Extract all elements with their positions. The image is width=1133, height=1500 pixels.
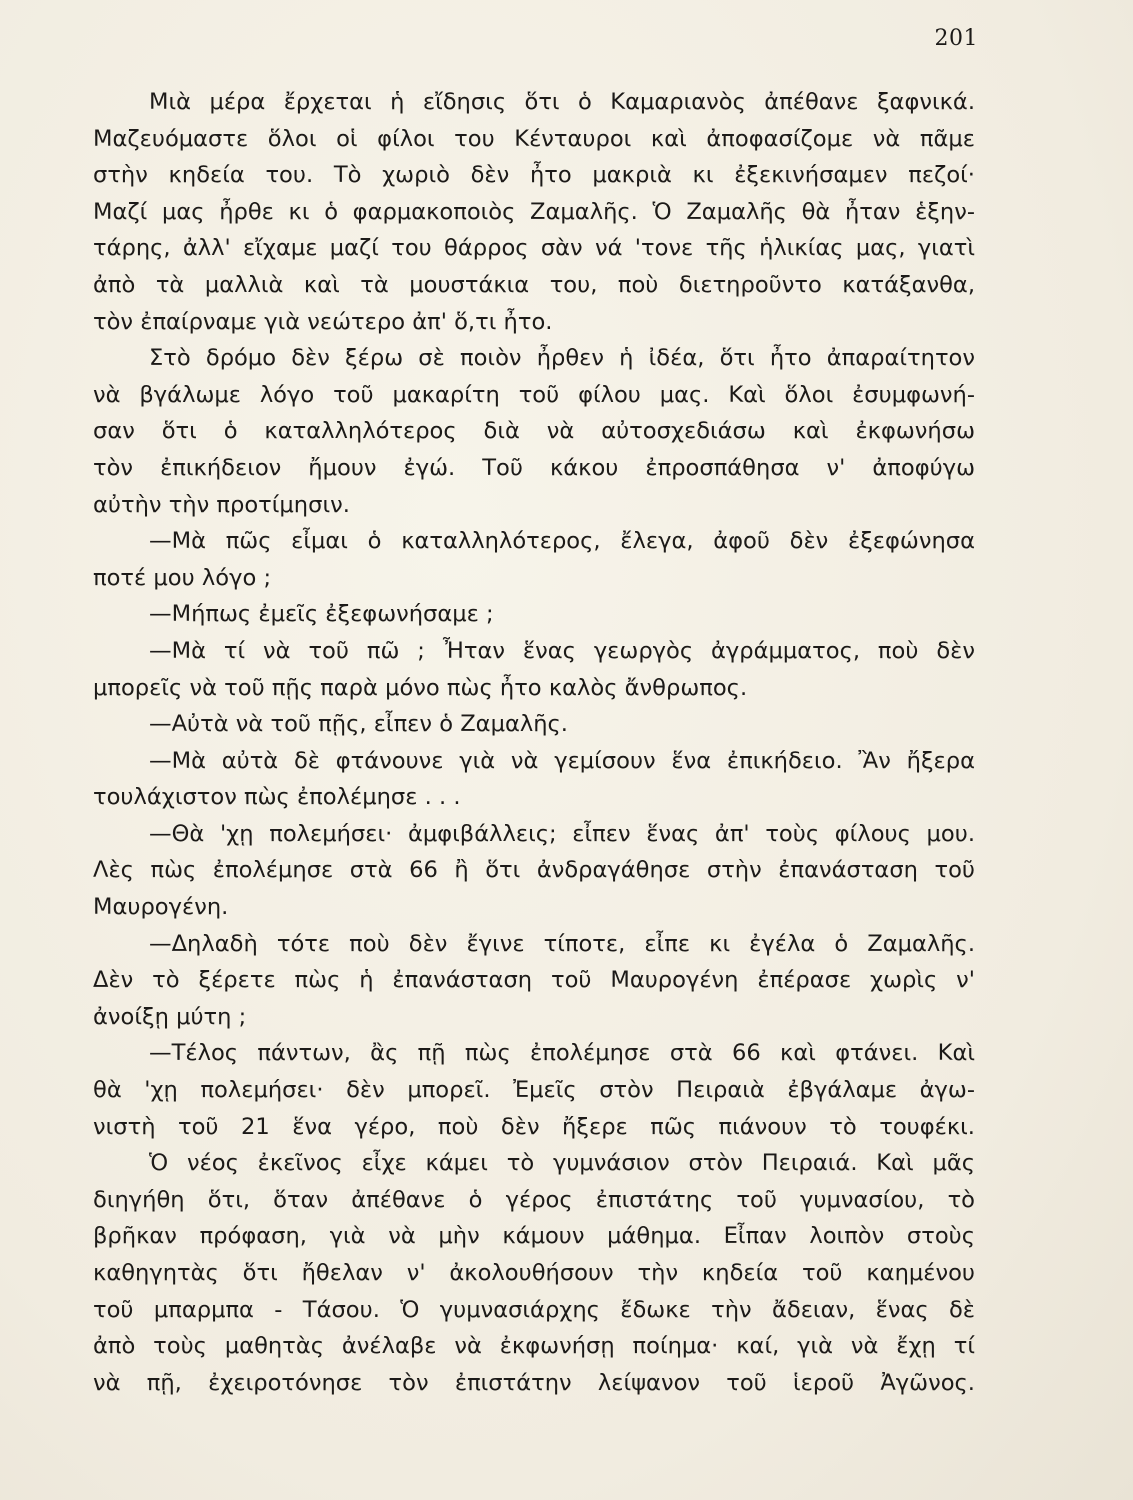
text-line: τοῦ μπαρμπα - Τάσου. Ὁ γυμνασιάρχης ἔδωκε τὴν ἄδειαν, ἕνας δὲ	[93, 1296, 975, 1323]
text-line: νὰ βγάλωμε λόγο τοῦ μακαρίτη τοῦ φίλου μας. Καὶ ὅλοι ἐσυμφωνή-	[93, 381, 975, 408]
text-line: —Αὐτὰ νὰ τοῦ πῇς, εἶπεν ὁ Ζαμαλῆς.	[149, 711, 568, 738]
text-line: Μαυρογένη.	[93, 894, 229, 921]
text-line: καθηγητὰς ὅτι ἤθελαν ν' ἀκολουθήσουν τὴν κηδεία τοῦ καημένου	[93, 1260, 975, 1286]
text-line: διηγήθη ὅτι, ὅταν ἀπέθανε ὁ γέρος ἐπιστάτης τοῦ γυμνασίου, τὸ	[93, 1186, 975, 1213]
text-line: βρῆκαν πρόφαση, γιὰ νὰ μὴν κάμουν μάθημα. Εἶπαν λοιπὸν στοὺς	[93, 1223, 975, 1250]
text-line: Μαζί μας ἦρθε κι ὁ φαρμακοποιὸς Ζαμαλῆς. Ὁ Ζαμαλῆς θὰ ἦταν ἑξην-	[93, 198, 975, 225]
text-line: —Δηλαδὴ τότε ποὺ δὲν ἔγινε τίποτε, εἶπε κι ἐγέλα ὁ Ζαμαλῆς.	[149, 930, 975, 957]
text-line: τάρης, ἀλλ' εἴχαμε μαζί του θάρρος σὰν νά 'τονε τῆς ἡλικίας μας, γιατὶ	[93, 235, 975, 262]
text-line: νὰ πῇ, ἐχειροτόνησε τὸν ἐπιστάτην λείψανον τοῦ ἱεροῦ Ἀγῶνος.	[93, 1369, 975, 1396]
text-line: τὸν ἐπικήδειον ἤμουν ἐγώ. Τοῦ κάκου ἐπροσπάθησα ν' ἀποφύγω	[93, 454, 975, 481]
text-line: —Τέλος πάντων, ἂς πῇ πὼς ἐπολέμησε στὰ 66 καὶ φτάνει. Καὶ	[149, 1040, 975, 1067]
text-line: —Μήπως ἐμεῖς ἐξεφωνήσαμε ;	[149, 601, 494, 628]
page-number: 201	[934, 26, 978, 51]
text-line: στὴν κηδεία του. Τὸ χωριὸ δὲν ἦτο μακριὰ κι ἐξεκινήσαμεν πεζοί·	[93, 162, 975, 189]
text-line: Μαζευόμαστε ὅλοι οἱ φίλοι του Κένταυροι καὶ ἀποφασίζομε νὰ πᾶμε	[93, 125, 975, 152]
text-line: Δὲν τὸ ξέρετε πὼς ἡ ἐπανάσταση τοῦ Μαυρογένη ἐπέρασε χωρὶς ν'	[93, 967, 975, 994]
text-line: Μιὰ μέρα ἔρχεται ἡ εἴδησις ὅτι ὁ Καμαριανὸς ἀπέθανε ξαφνικά.	[149, 89, 975, 115]
text-line: θὰ 'χῃ πολεμήσει· δὲν μπορεῖ. Ἐμεῖς στὸν Πειραιὰ ἐβγάλαμε ἀγω-	[93, 1077, 975, 1104]
text-line: Ὁ νέος ἐκεῖνος εἶχε κάμει τὸ γυμνάσιον στὸν Πειραιά. Καὶ μᾶς	[149, 1150, 975, 1177]
text-line: νιστὴ τοῦ 21 ἕνα γέρο, ποὺ δὲν ἤξερε πῶς πιάνουν τὸ τουφέκι.	[93, 1113, 975, 1140]
text-line: τὸν ἐπαίρναμε γιὰ νεώτερο ἀπ' ὅ,τι ἦτο.	[93, 308, 553, 335]
text-line: —Μὰ τί νὰ τοῦ πῶ ; Ἦταν ἕνας γεωργὸς ἀγράμματος, ποὺ δὲν	[149, 637, 975, 664]
text-line: σαν ὅτι ὁ καταλληλότερος διὰ νὰ αὐτοσχεδιάσω καὶ ἐκφωνήσω	[93, 418, 975, 445]
text-line: Λὲς πὼς ἐπολέμησε στὰ 66 ἢ ὅτι ἀνδραγάθησε στὴν ἐπανάσταση τοῦ	[93, 857, 975, 884]
text-line: ἀπὸ τοὺς μαθητὰς ἀνέλαβε νὰ ἐκφωνήσῃ ποίημα· καί, γιὰ νὰ ἔχῃ τί	[93, 1333, 975, 1360]
text-line: —Μὰ αὐτὰ δὲ φτάνουνε γιὰ νὰ γεμίσουν ἕνα ἐπικήδειο. Ἂν ἤξερα	[149, 747, 975, 774]
text-line: ποτέ μου λόγο ;	[93, 564, 272, 591]
text-line: μπορεῖς νὰ τοῦ πῇς παρὰ μόνο πὼς ἦτο καλὸς ἄνθρωπος.	[93, 674, 748, 701]
text-body	[93, 84, 975, 1401]
text-line: ἀπὸ τὰ μαλλιὰ καὶ τὰ μουστάκια του, ποὺ διετηροῦντο κατάξανθα,	[93, 271, 975, 298]
text-line: —Μὰ πῶς εἶμαι ὁ καταλληλότερος, ἔλεγα, ἀφοῦ δὲν ἐξεφώνησα	[149, 528, 975, 555]
text-line: τουλάχιστον πὼς ἐπολέμησε . . .	[93, 784, 461, 811]
text-line: —Θὰ 'χῃ πολεμήσει· ἀμφιβάλλεις; εἶπεν ἕνας ἀπ' τοὺς φίλους μου.	[149, 820, 975, 847]
text-line: Στὸ δρόμο δὲν ξέρω σὲ ποιὸν ἦρθεν ἡ ἰδέα, ὅτι ἦτο ἀπαραίτητον	[149, 345, 975, 372]
text-line: αὐτὴν τὴν προτίμησιν.	[93, 491, 350, 518]
text-line: ἀνοίξῃ μύτη ;	[93, 1003, 247, 1030]
